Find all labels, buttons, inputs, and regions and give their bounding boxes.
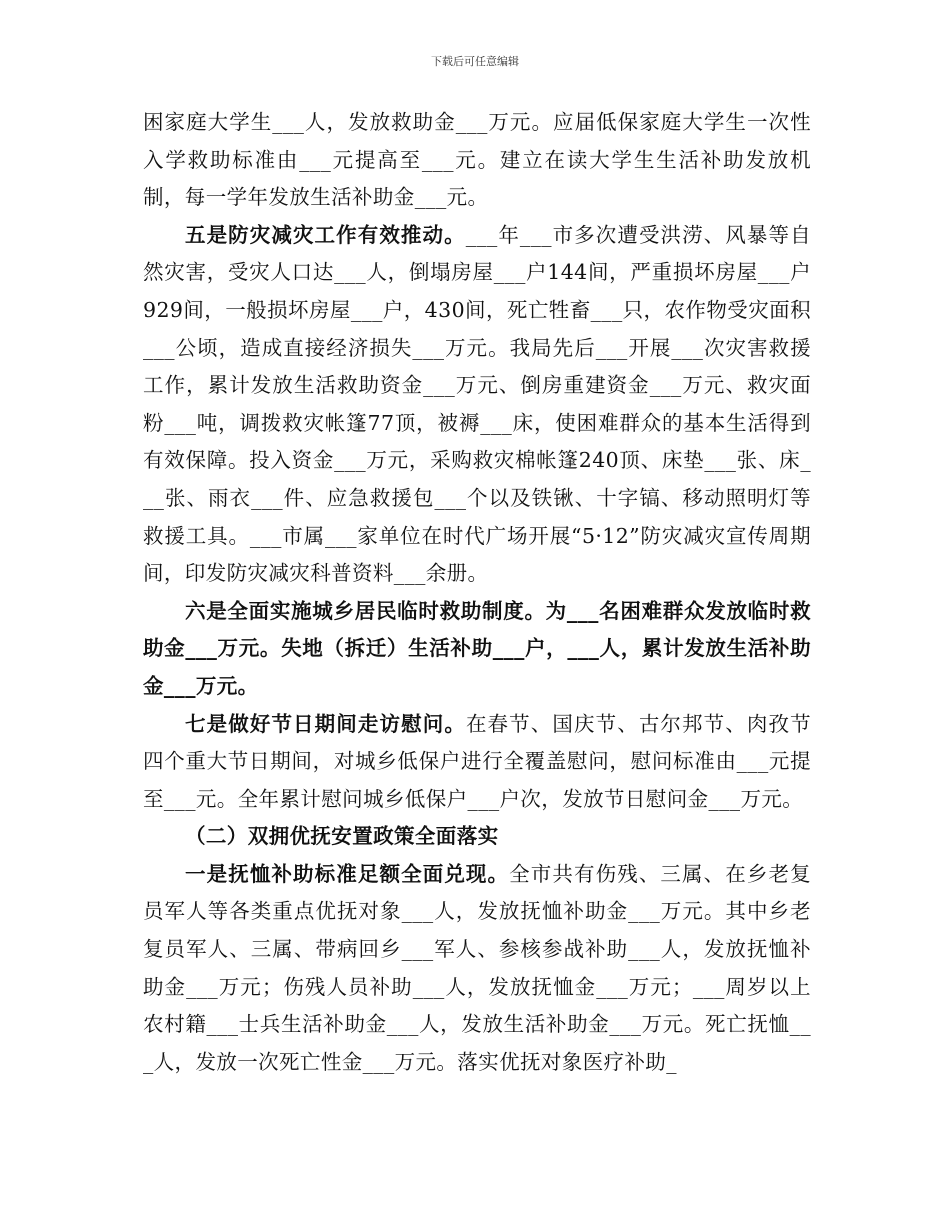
paragraph-text: 六是全面实施城乡居民临时救助制度。为___名困难群众发放临时救助金___万元。失地（拆迁）生活补助___户，___人，累计发放生活补助金___万元。 bbox=[143, 598, 811, 698]
paragraph-temporary-aid bbox=[143, 593, 811, 706]
section-heading: （二）双拥优抚安置政策全面落实 bbox=[185, 824, 499, 849]
paragraph-lead: 七是做好节日期间走访慰问。 bbox=[185, 711, 466, 736]
paragraph-text: 全市共有伤残、三属、在乡老复员军人等各类重点优抚对象___人，发放抚恤补助金___万元。其中乡老复员军人、三属、带病回乡___军人、参核参战补助___人，发放抚恤补助金___万元；伤残人员补助___人，发放抚恤金___万元；___周岁以上农村籍___士兵生活补助金___人，发放生活补助金___万元。死亡抚恤___人，发放一次死亡性金___万元。落实优抚对象医疗补助_ bbox=[143, 861, 811, 1074]
paragraph-text: 困家庭大学生___人，发放救助金___万元。应届低保家庭大学生一次性入学救助标准由___元提高至___元。建立在读大学生生活补助发放机制，每一学年发放生活补助金___元。 bbox=[143, 110, 811, 210]
paragraph-lead: 五是防灾减灾工作有效推动。 bbox=[185, 222, 466, 247]
paragraph-pension-subsidy bbox=[143, 856, 811, 1082]
paragraph-text: ___年___市多次遭受洪涝、风暴等自然灾害，受灾人口达___人，倒塌房屋___户144间，严重损坏房屋___户929间，一般损坏房屋___户，430间，死亡牲畜___只，农作物受灾面积___公顷，造成直接经济损失___万元。我局先后___开展___次灾害救援工作，累计发放生活救助资金___万元、倒房重建资金___万元、救灾面粉___吨，调拨救灾帐篷77顶，被褥___床，使困难群众的基本生活得到有效保障。投入资金___万元，采购救灾棉帐篷240顶、床垫___张、床___张、雨衣___件、应急救援包___个以及铁锹、十字镐、移动照明灯等救援工具。___市属___家单位在时代广场开展“5·12”防灾减灾宣传周期间，印发防灾减灾科普资料___余册。 bbox=[143, 222, 811, 586]
document-body bbox=[143, 104, 811, 1081]
paragraph-university-aid bbox=[143, 104, 811, 217]
paragraph-lead: 一是抚恤补助标准足额全面兑现。 bbox=[185, 861, 510, 886]
paragraph-text: 在春节、国庆节、古尔邦节、肉孜节四个重大节日期间，对城乡低保户进行全覆盖慰问，慰问标准由___元提至___元。全年累计慰问城乡低保户___户次，发放节日慰问金___万元。 bbox=[143, 711, 811, 811]
paragraph-disaster-relief bbox=[143, 217, 811, 593]
page-header: 下载后可任意编辑 bbox=[431, 55, 519, 68]
paragraph-holiday-visits bbox=[143, 706, 811, 819]
